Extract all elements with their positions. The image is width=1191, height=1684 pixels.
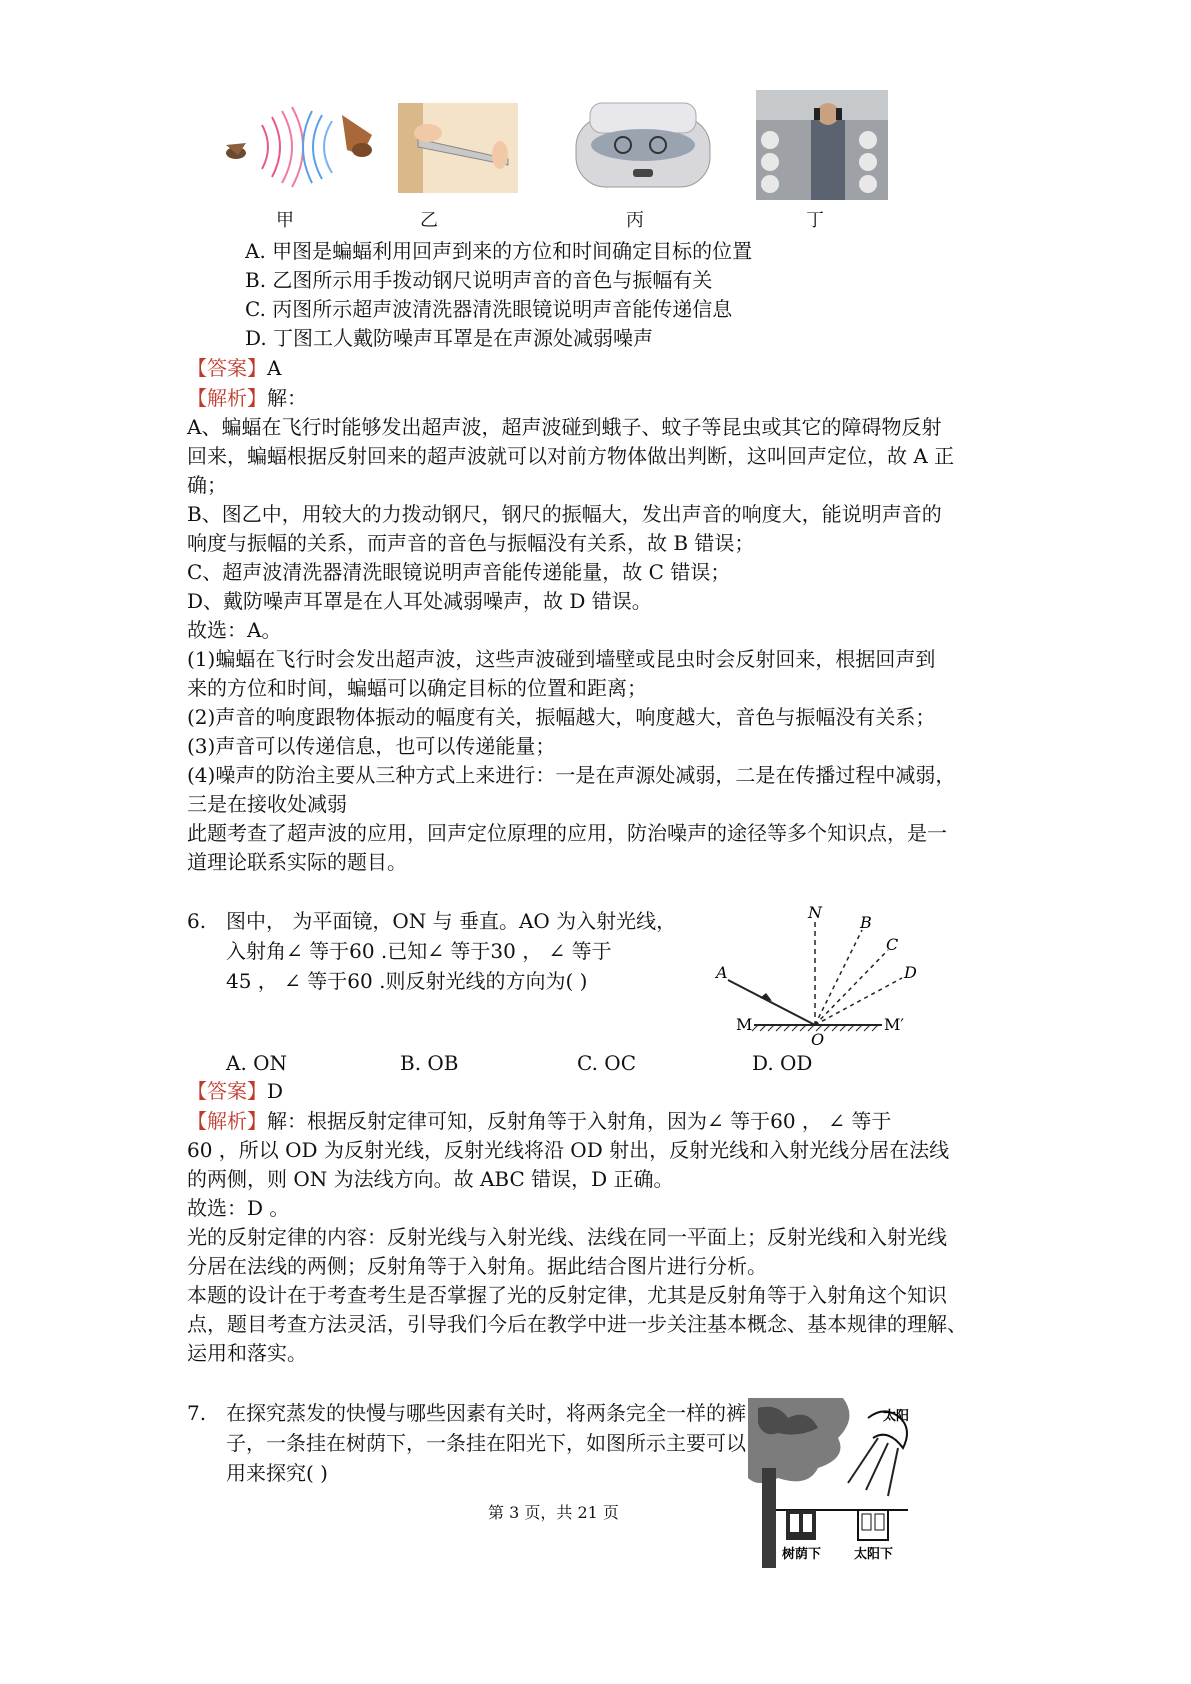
bat-figure — [222, 95, 382, 195]
page-footer: 第 3 页，共 21 页 — [488, 1503, 619, 1522]
label-a: A — [716, 963, 728, 982]
q6-analysis-line: 的两侧，则 ON 为法线方向。故 ABC 错误，D 正确。 — [187, 1167, 674, 1191]
q5-analysis-header — [187, 383, 307, 413]
worker-earmuff-figure — [756, 90, 888, 200]
q5-analysis-line: D、戴防噪声耳罩是在人耳处减弱噪声，故 D 错误。 — [187, 589, 652, 613]
figure-label-ding: 丁 — [806, 210, 824, 231]
q7-stem-line: 子，一条挂在树荫下，一条挂在阳光下，如图所示主要可以 — [226, 1431, 746, 1455]
answer-value: D — [267, 1079, 284, 1103]
q5-option-b: B. 乙图所示用手拨动钢尺说明声音的音色与振幅有关 — [245, 268, 713, 292]
q5-option-c: C. 丙图所示超声波清洗器清洗眼镜说明声音能传递信息 — [245, 297, 733, 321]
q6-number: 6. — [187, 909, 207, 933]
q6-analysis-line: 运用和落实。 — [187, 1341, 307, 1365]
q5-analysis-line: 故选：A。 — [187, 618, 282, 642]
label-b: B — [860, 913, 872, 932]
q6-option-c: C. OC — [577, 1051, 637, 1075]
q5-analysis-line: B、图乙中，用较大的力拨动钢尺，钢尺的振幅大，发出声音的响度大，能说明声音的 — [187, 502, 942, 526]
q6-stem-line: 入射角∠ 等于60 .已知∠ 等于30 ， ∠ 等于 — [226, 939, 612, 963]
ruler-figure — [398, 103, 518, 193]
q5-analysis-line: A、蝙蝠在飞行时能够发出超声波，超声波碰到蛾子、蚊子等昆虫或其它的障碍物反射 — [187, 415, 942, 439]
answer-value: A — [267, 356, 282, 380]
label-n: N — [808, 903, 822, 922]
q6-option-d: D. OD — [752, 1051, 813, 1075]
label-d: D — [904, 963, 917, 982]
q5-analysis-line: (1)蝙蝠在飞行时会发出超声波，这些声波碰到墙壁或昆虫时会反射回来，根据回声到 — [187, 647, 936, 671]
label-sunlight: 太阳下 — [854, 1547, 894, 1562]
analysis-tag: 【解析】 — [187, 386, 267, 410]
q5-option-d: D. 丁图工人戴防噪声耳罩是在声源处减弱噪声 — [245, 326, 654, 350]
q5-answer — [187, 353, 281, 383]
q5-analysis-line: 回来，蝙蝠根据反射回来的超声波就可以对前方物体做出判断，这叫回声定位，故 A 正 — [187, 444, 955, 468]
drying-pants-figure — [748, 1398, 923, 1568]
analysis-first: 解：根据反射定律可知，反射角等于入射角，因为∠ 等于60 ， ∠ 等于 — [267, 1109, 892, 1133]
label-shade: 树荫下 — [782, 1547, 822, 1562]
q6-analysis-line: 60 ，所以 OD 为反射光线，反射光线将沿 OD 射出，反射光线和入射光线分居在法线 — [187, 1138, 950, 1162]
analysis-first: 解： — [267, 386, 307, 410]
q5-analysis-line: (4)噪声的防治主要从三种方式上来进行：一是在声源处减弱，二是在传播过程中减弱， — [187, 763, 956, 787]
label-o: O — [811, 1030, 825, 1049]
q6-stem-line: 45 ， ∠ 等于60 .则反射光线的方向为( ) — [226, 969, 588, 993]
q7-stem-line: 在探究蒸发的快慢与哪些因素有关时，将两条完全一样的裤 — [226, 1401, 746, 1425]
q6-stem-line: 图中， 为平面镜，ON 与 垂直。AO 为入射光线， — [226, 909, 677, 933]
reflection-diagram — [710, 900, 930, 1050]
q7-number: 7. — [187, 1401, 207, 1425]
answer-tag: 【答案】 — [187, 1079, 267, 1103]
q6-analysis-line: 光的反射定律的内容：反射光线与入射光线、法线在同一平面上；反射光线和入射光线 — [187, 1225, 947, 1249]
q6-answer — [187, 1076, 283, 1106]
q5-analysis-line: (3)声音可以传递信息，也可以传递能量； — [187, 734, 556, 758]
q7-stem-line: 用来探究( ) — [226, 1461, 328, 1485]
q6-analysis-line: 故选：D 。 — [187, 1196, 290, 1220]
q5-analysis-line: 此题考查了超声波的应用，回声定位原理的应用，防治噪声的途径等多个知识点，是一 — [187, 821, 947, 845]
q5-analysis-line: 确； — [187, 473, 227, 497]
q5-analysis-line: C、超声波清洗器清洗眼镜说明声音能传递能量，故 C 错误； — [187, 560, 731, 584]
q6-option-b: B. OB — [400, 1051, 459, 1075]
q5-analysis-line: 来的方位和时间，蝙蝠可以确定目标的位置和距离； — [187, 676, 647, 700]
q6-analysis-line: 分居在法线的两侧；反射角等于入射角。据此结合图片进行分析。 — [187, 1254, 767, 1278]
answer-tag: 【答案】 — [187, 356, 267, 380]
ultrasonic-cleaner-figure — [568, 97, 718, 192]
q6-analysis-header — [187, 1106, 891, 1136]
q5-analysis-line: 三是在接收处减弱 — [187, 792, 347, 816]
analysis-tag: 【解析】 — [187, 1109, 267, 1133]
q5-analysis-line: 响度与振幅的关系，而声音的音色与振幅没有关系，故 B 错误； — [187, 531, 755, 555]
label-m-prime: M′ — [884, 1015, 905, 1034]
figure-label-yi: 乙 — [420, 210, 438, 231]
label-c: C — [886, 935, 899, 954]
q6-analysis-line: 点，题目考查方法灵活，引导我们今后在教学中进一步关注基本概念、基本规律的理解、 — [187, 1312, 967, 1336]
q5-analysis-line: 道理论联系实际的题目。 — [187, 850, 407, 874]
q5-option-a: A. 甲图是蝙蝠利用回声到来的方位和时间确定目标的位置 — [245, 239, 753, 263]
q6-analysis-line: 本题的设计在于考查考生是否掌握了光的反射定律，尤其是反射角等于入射角这个知识 — [187, 1283, 947, 1307]
label-m: M — [736, 1015, 753, 1034]
figure-label-jia: 甲 — [276, 210, 294, 231]
label-sun: 太阳 — [883, 1409, 910, 1424]
figure-label-bing: 丙 — [626, 210, 644, 231]
q6-option-a: A. ON — [226, 1051, 288, 1075]
q5-analysis-line: (2)声音的响度跟物体振动的幅度有关，振幅越大，响度越大，音色与振幅没有关系； — [187, 705, 936, 729]
